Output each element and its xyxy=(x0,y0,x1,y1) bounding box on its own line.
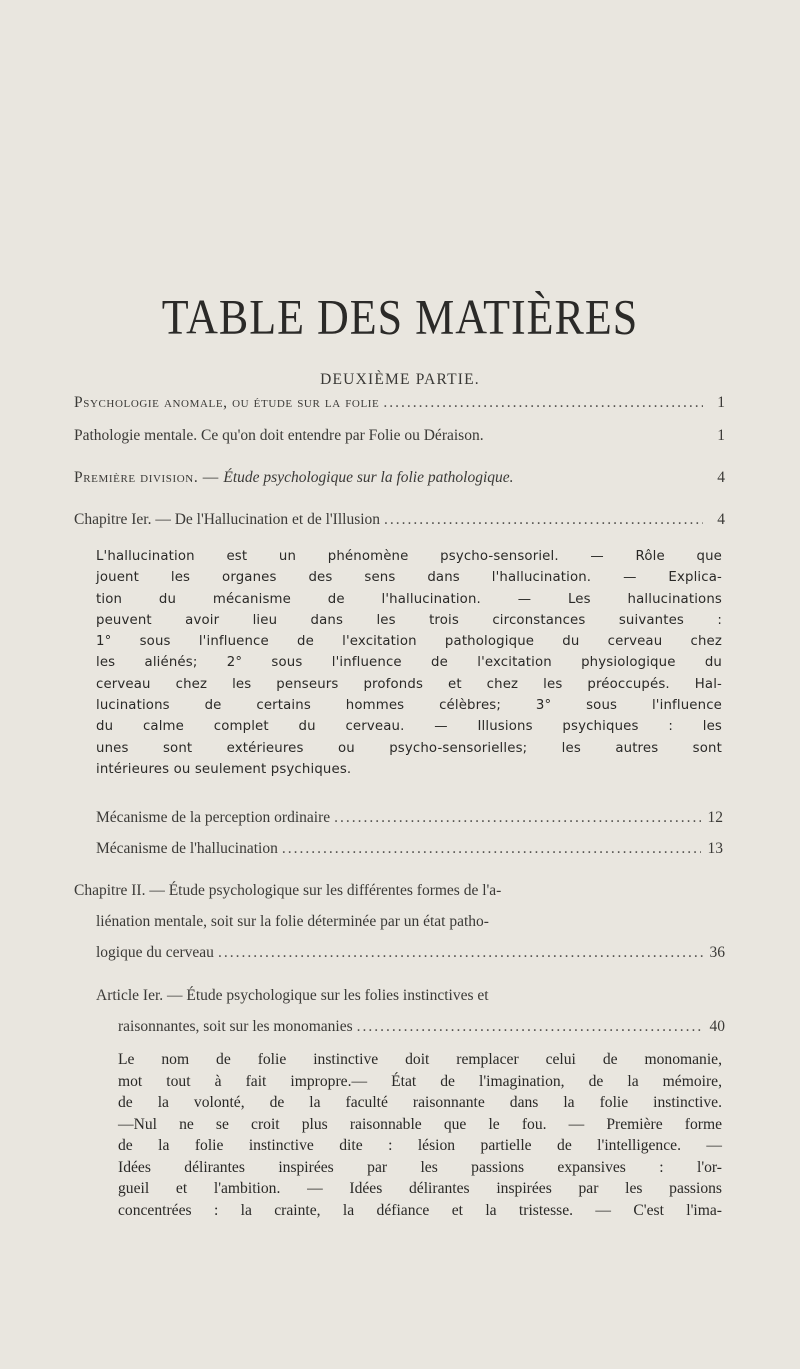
toc-entry-chapitre-1[interactable] xyxy=(74,504,725,536)
toc-entry-label: Chapitre II. — Étude psychologique sur les différentes formes de l'a- xyxy=(74,882,502,899)
toc-entry-label: Mécanisme de la perception ordinaire xyxy=(96,809,331,826)
division-prefix: Première division. — xyxy=(74,469,224,486)
summary-line: tion du mécanisme de l'hallucination. — Les hallucinations xyxy=(96,591,722,607)
toc-entry-label: Mécanisme de l'hallucination xyxy=(96,840,278,857)
summary-line: Le nom de folie instinctive doit remplacer celui de monomanie, xyxy=(118,1051,722,1068)
toc-entry-chapitre-2[interactable] xyxy=(74,875,725,968)
dot-leader xyxy=(334,802,701,834)
summary-line: mot tout à fait impropre.— État de l'imagination, de la mémoire, xyxy=(118,1072,722,1090)
summary-line: cerveau chez les penseurs profonds et chez les préoccupés. Hal- xyxy=(96,676,722,692)
toc-entry-psychologie[interactable] xyxy=(74,387,725,419)
toc-entry-mecanisme-perception[interactable] xyxy=(96,802,723,834)
toc-entry-label: liénation mentale, soit sur la folie déterminée par un état patho- xyxy=(96,913,489,930)
toc-entry-label: Chapitre Ier. — De l'Hallucination et de l'Illusion xyxy=(74,511,381,528)
toc-entry-label: Psychologie anomale, ou étude sur la folie xyxy=(74,394,380,411)
summary-line: L'hallucination est un phénomène psycho-sensoriel. — Rôle que xyxy=(96,549,722,564)
chapter-1-summary xyxy=(96,546,722,780)
division-title: Étude psychologique sur la folie pathologique. xyxy=(223,469,514,486)
summary-line: du calme complet du cerveau. — Illusions psychiques : les xyxy=(96,719,722,735)
toc-page-number: 1 xyxy=(717,394,725,411)
toc-page-number: 4 xyxy=(717,469,725,486)
toc-entry-pathologie[interactable] xyxy=(74,420,725,452)
summary-line: les aliénés; 2° sous l'influence de l'excitation physiologique du xyxy=(96,655,722,671)
toc-page-number: 12 xyxy=(707,809,723,826)
summary-line: peuvent avoir lieu dans les trois circonstances suivantes : xyxy=(96,612,722,628)
summary-line: concentrées : la crainte, la défiance et la tristesse. — C'est l'ima- xyxy=(118,1201,722,1219)
dot-leader xyxy=(282,833,701,865)
summary-line: unes sont extérieures ou psycho-sensorielles; les autres sont xyxy=(96,740,722,756)
toc-entry-label xyxy=(74,462,514,494)
toc-entry-premiere-division[interactable] xyxy=(74,462,725,494)
part-heading: DEUXIÈME PARTIE. xyxy=(320,371,480,388)
summary-line: —Nul ne se croit plus raisonnable que le fou. — Première forme xyxy=(118,1115,722,1133)
toc-entry-label: logique du cerveau xyxy=(96,944,214,961)
toc-entry-article-1[interactable] xyxy=(96,980,725,1042)
summary-line: 1° sous l'influence de l'excitation pathologique du cerveau chez xyxy=(96,634,722,650)
toc-entry-mecanisme-hallucination[interactable] xyxy=(96,833,723,865)
dot-leader xyxy=(218,937,703,968)
toc-page-number: 40 xyxy=(709,1018,725,1035)
toc-page-number: 1 xyxy=(717,427,725,444)
toc-entry-label: Pathologie mentale. Ce qu'on doit entendre par Folie ou Déraison. xyxy=(74,427,484,444)
toc-entry-label: raisonnantes, soit sur les monomanies xyxy=(118,1018,353,1035)
summary-line: lucinations de certains hommes célèbres; 3° sous l'influence xyxy=(96,698,722,714)
summary-line: intérieures ou seulement psychiques. xyxy=(96,761,352,777)
summary-line: de la folie instinctive dite : lésion partielle de l'intelligence. — xyxy=(118,1137,722,1154)
toc-entry-label: Article Ier. — Étude psychologique sur les folies instinctives et xyxy=(96,987,489,1004)
summary-line: Idées délirantes inspirées par les passions expansives : l'or- xyxy=(118,1158,722,1176)
summary-line: gueil et l'ambition. — Idées délirantes inspirées par les passions xyxy=(118,1180,722,1197)
summary-line: jouent les organes des sens dans l'hallucination. — Explica- xyxy=(96,570,722,586)
article-1-summary xyxy=(118,1049,722,1221)
page-title: TABLE DES MATIÈRES xyxy=(161,290,639,345)
summary-line: de la volonté, de la faculté raisonnante dans la folie instinctive. xyxy=(118,1094,722,1111)
toc-page-number: 4 xyxy=(717,511,725,528)
toc-page-number: 36 xyxy=(709,944,725,961)
dot-leader xyxy=(384,504,703,536)
toc-page-number: 13 xyxy=(707,840,723,857)
dot-leader xyxy=(383,387,703,419)
dot-leader xyxy=(357,1011,703,1042)
